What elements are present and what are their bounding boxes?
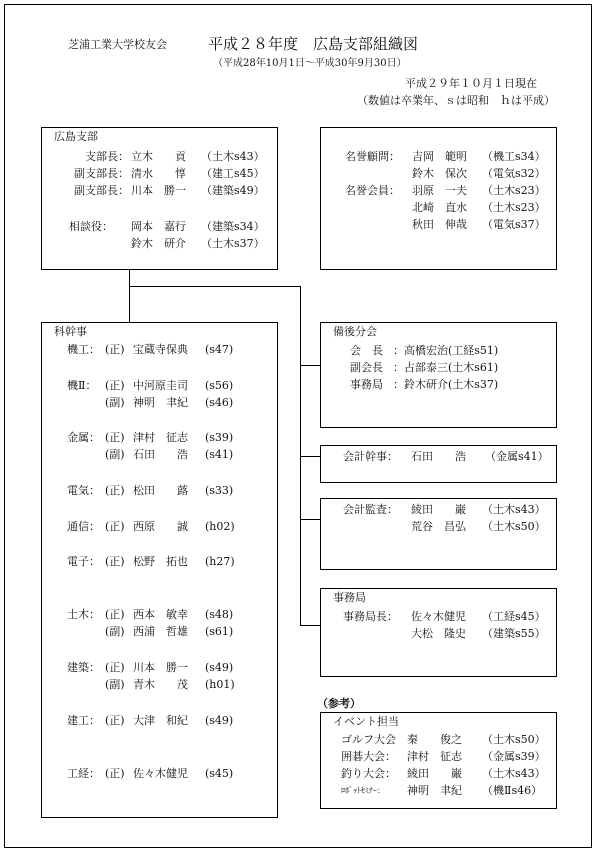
honorary-member: 秋田 伸哉 （電気s37） [412,218,546,231]
connector-audit [300,519,320,520]
reference-member: 囲碁大会： 津村 征志 （金属s39） [341,750,546,763]
kakanji-dept: 建築： [67,661,100,674]
kakanji-year: (s61) [205,625,234,638]
connector-bingo [300,365,320,366]
kakanji-row [41,661,278,674]
bingo-box [320,322,557,428]
kakanji-row [41,714,278,727]
bingo-member: 副会長 ：占部泰三(土木s61) [350,361,499,374]
kakanji-dept: 建工： [67,714,100,727]
kakanji-dept: 通信： [67,520,100,533]
org-name: 芝浦工業大学校友会 [68,38,167,51]
reference-box [320,712,557,809]
bingo-member: 事務局 ：鈴木研介(土木s37) [350,378,499,391]
kakanji-year: (h01) [205,678,235,691]
reference-title: イベント担当 [333,715,399,728]
kakanji-year: (h02) [205,520,235,533]
kakanji-dept: 機工： [67,343,100,356]
kakanji-name: 松田 蕗 [133,484,188,497]
kakanji-row [41,678,278,691]
bingo-member: 会 長 ：高橋宏治(工経s51) [350,344,499,357]
office-title: 事務局 [333,591,366,604]
audit-member: 会計監査： 綾田 巌 （土木s43） [343,503,546,516]
office-box [320,588,557,677]
kakanji-name: 宝蔵寺保典 [133,343,188,356]
branch-member: 支部長： 立木 貢 （土木s43） [85,150,265,163]
kakanji-row [41,396,278,409]
office-member: 大松 隆史 （建築s55） [411,627,546,640]
reference-label: （参考） [317,697,361,710]
kakanji-dept: 土木： [67,608,100,621]
kakanji-row [41,448,278,461]
connector-office [300,625,320,626]
kakanji-position: (正) [105,608,125,621]
kakanji-dept: 電子： [67,555,100,568]
honorary-box [320,127,557,270]
period: （平成28年10月1日～平成30年9月30日） [213,58,407,69]
kakanji-name: 石田 浩 [133,448,188,461]
kakanji-name: 津村 征志 [133,431,188,444]
connector-accounting [300,456,320,457]
kakanji-position: (正) [105,661,125,674]
honorary-member: 北崎 直水 （土木s23） [412,201,546,214]
reference-member: 釣り大会： 綾田 巌 （土木s43） [341,767,546,780]
honorary-member: 名誉顧問： 吉岡 範明 （機工s34） [345,150,546,163]
kakanji-row [41,379,278,392]
kakanji-row [41,431,278,444]
branch-member: 副支部長： 川本 勝一 （建築s49） [74,184,265,197]
kakanji-name: 青木 茂 [133,678,188,691]
kakanji-year: (s48) [205,608,234,621]
kakanji-title: 科幹事 [54,325,87,338]
kakanji-year: (s47) [205,343,234,356]
accounting-box [320,445,557,483]
kakanji-position: (副) [105,625,125,638]
kakanji-name: 松野 拓也 [133,555,188,568]
honorary-member: 名誉会員： 羽原 一夫 （土木s23） [345,184,546,197]
reference-member: ﾛﾎﾞｯﾄｾﾐﾅｰ： 神明 聿紀 （機Ⅱs46） [341,784,543,797]
kakanji-name: 神明 聿紀 [133,396,188,409]
kakanji-year: (s45) [205,767,234,780]
kakanji-name: 佐々木健児 [133,767,188,780]
audit-box [320,498,557,570]
kakanji-position: (正) [105,555,125,568]
as-of-date: 平成２９年１０月１日現在 [405,77,537,90]
kakanji-year: (s49) [205,661,234,674]
kakanji-row [41,767,278,780]
kakanji-position: (副) [105,396,125,409]
branch-member: 副支部長： 清水 惇 （建工s45） [74,167,265,180]
kakanji-year: (s39) [205,431,234,444]
reference-member: ゴルフ大会 秦 俊之 （土木s50） [341,733,546,746]
kakanji-position: (正) [105,714,125,727]
kakanji-row [41,520,278,533]
kakanji-year: (s56) [205,379,234,392]
kakanji-name: 西本 敏幸 [133,608,188,621]
kakanji-position: (正) [105,484,125,497]
connector-trunk [129,269,130,322]
kakanji-year: (h27) [205,555,235,568]
kakanji-position: (正) [105,767,125,780]
kakanji-position: (副) [105,448,125,461]
kakanji-year: (s41) [205,448,234,461]
kakanji-dept: 機Ⅱ： [67,379,97,392]
connector-branch [129,286,300,287]
kakanji-position: (正) [105,379,125,392]
kakanji-position: (正) [105,431,125,444]
kakanji-name: 川本 勝一 [133,661,188,674]
kakanji-position: (副) [105,678,125,691]
branch-member: 鈴木 研介 （土木s37） [131,237,265,250]
kakanji-name: 西原 誠 [133,520,188,533]
kakanji-dept: 電気： [67,484,100,497]
kakanji-row [41,484,278,497]
audit-member: 荒谷 昌弘 （土木s50） [411,520,546,533]
accounting-member: 会計幹事： 石田 浩 （金属s41） [343,450,549,463]
kakanji-dept: 工経： [67,767,100,780]
kakanji-row [41,625,278,638]
office-member: 事務局長： 佐々木健児 （工経s45） [343,610,546,623]
kakanji-year: (s33) [205,484,234,497]
kakanji-position: (正) [105,343,125,356]
kakanji-row [41,608,278,621]
kakanji-name: 西浦 哲雄 [133,625,188,638]
kakanji-name: 大津 和紀 [133,714,188,727]
honorary-member: 鈴木 保次 （電気s32） [412,167,546,180]
note: （数値は卒業年、ｓは昭和 ｈは平成） [357,94,555,107]
page-title: 平成２８年度 広島支部組織図 [208,35,419,53]
branch-member: 相談役： 岡本 嘉行 （建築s34） [69,220,265,233]
kakanji-row [41,343,278,356]
branch-box [41,127,278,270]
kakanji-year: (s46) [205,396,234,409]
branch-title: 広島支部 [54,130,98,143]
kakanji-position: (正) [105,520,125,533]
bingo-title: 備後分会 [333,325,377,338]
kakanji-row [41,555,278,568]
kakanji-name: 中河原圭司 [133,379,188,392]
kakanji-year: (s49) [205,714,234,727]
kakanji-dept: 金属： [67,431,100,444]
